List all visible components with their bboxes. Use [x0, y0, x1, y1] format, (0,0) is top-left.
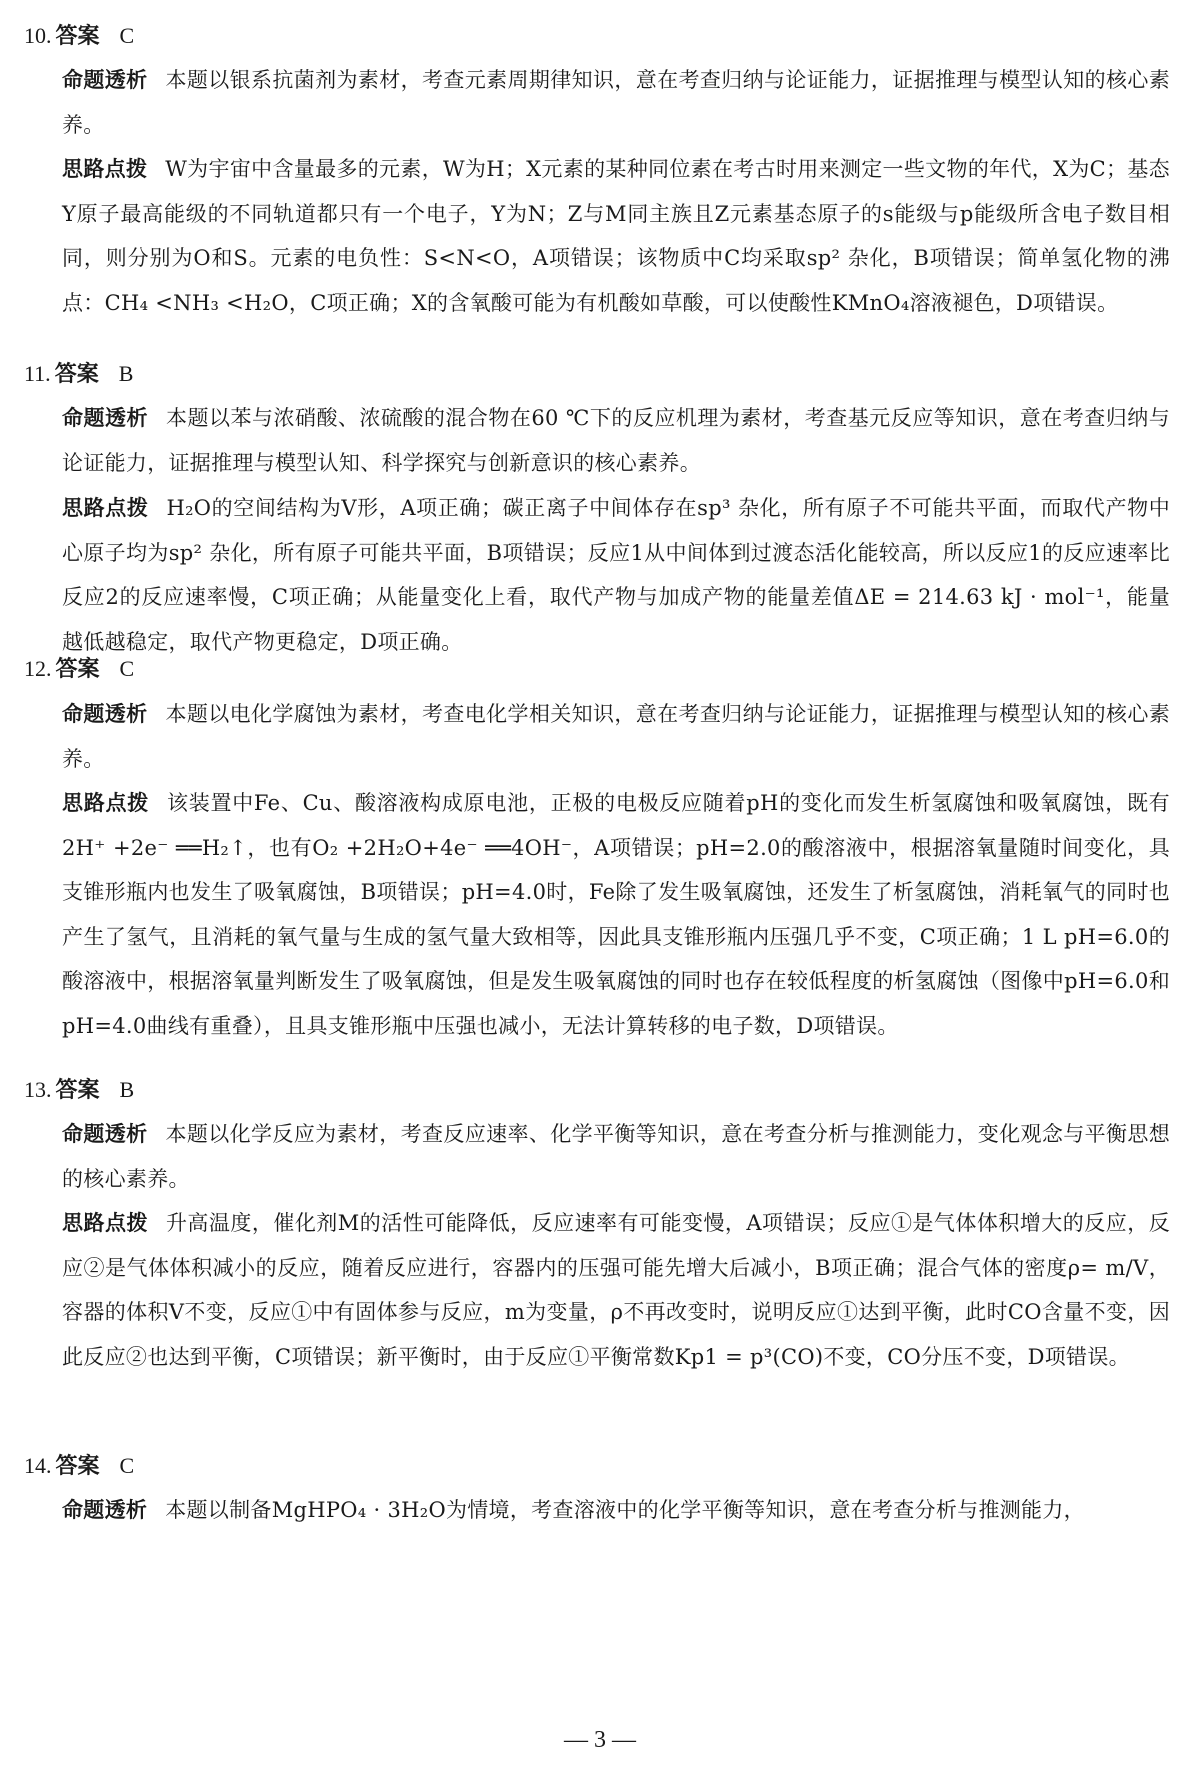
question-number: 12. — [24, 656, 52, 681]
analysis-label: 命题透析 — [62, 1122, 148, 1146]
hint-label: 思路点拨 — [62, 496, 149, 520]
answer-value: C — [119, 1453, 135, 1478]
hint-label: 思路点拨 — [62, 791, 149, 815]
analysis-label: 命题透析 — [62, 406, 148, 430]
hint-text: 该装置中Fe、Cu、酸溶液构成原电池，正极的电极反应随着pH的变化而发生析氢腐蚀和吸氧腐蚀，既有2H⁺ +2e⁻ ══H₂↑，也有O₂ +2H₂O+4e⁻ ══4OH⁻，A项错误；pH=2.0的酸溶液中，根据溶氧量随时间变化，具支锥形瓶内也发生了吸氧腐蚀，B项错误；pH=4.0时，Fe除了发生吸氧腐蚀，还发生了析氢腐蚀，消耗氧气的同时也产生了氢气，且消耗的氧气量与生成的氢气量大致相等，因此具支锥形瓶内压强几乎不变，C项正确；1 L pH=6.0的酸溶液中，根据溶氧量判断发生了吸氧腐蚀，但是发生吸氧腐蚀的同时也存在较低程度的析氢腐蚀（图像中pH=6.0和pH=4.0曲线有重叠），且具支锥形瓶中压强也减小，无法计算转移的电子数，D项错误。 — [62, 791, 1170, 1038]
hint-text: 升高温度，催化剂M的活性可能降低，反应速率有可能变慢，A项错误；反应①是气体体积增大的反应，反应②是气体体积减小的反应，随着反应进行，容器内的压强可能先增大后减小，B项正确；混合气体的密度ρ= m/V，容器的体积V不变，反应①中有固体参与反应，m为变量，ρ不再改变时，说明反应①达到平衡，此时CO含量不变，因此反应②也达到平衡，C项错误；新平衡时，由于反应①平衡常数Kp1 = p³(CO)不变，CO分压不变，D项错误。 — [62, 1211, 1171, 1369]
analysis-paragraph — [62, 1488, 1170, 1533]
analysis-text: 本题以电化学腐蚀为素材，考查电化学相关知识，意在考查归纳与论证能力，证据推理与模型认知的核心素养。 — [62, 702, 1170, 771]
analysis-text: 本题以苯与浓硝酸、浓硫酸的混合物在60 ℃下的反应机理为素材，考查基元反应等知识，意在考查归纳与论证能力，证据推理与模型认知、科学探究与创新意识的核心素养。 — [62, 406, 1170, 475]
question-header — [24, 360, 133, 389]
analysis-text: 本题以化学反应为素材，考查反应速率、化学平衡等知识，意在考查分析与推测能力，变化观念与平衡思想的核心素养。 — [62, 1122, 1170, 1191]
question-number: 14. — [24, 1453, 52, 1478]
answer-label: 答案 — [55, 24, 100, 49]
hint-label: 思路点拨 — [62, 1211, 148, 1235]
answer-value: B — [118, 361, 134, 386]
hint-text: W为宇宙中含量最多的元素，W为H；X元素的某种同位素在考古时用来测定一些文物的年代，X为C；基态Y原子最高能级的不同轨道都只有一个电子，Y为N；Z与M同主族且Z元素基态原子的s能级与p能级所含电子数目相同，则分别为O和S。元素的电负性：S<N<O，A项错误；该物质中C均采取sp² 杂化，B项错误；简单氢化物的沸点：CH₄ <NH₃ <H₂O，C项正确；X的含氧酸可能为有机酸如草酸，可以使酸性KMnO₄溶液褪色，D项错误。 — [62, 157, 1170, 315]
question-number: 10. — [24, 23, 52, 48]
analysis-label: 命题透析 — [62, 68, 148, 92]
analysis-paragraph — [62, 396, 1170, 485]
analysis-text: 本题以银系抗菌剂为素材，考查元素周期律知识，意在考查归纳与论证能力，证据推理与模型认知的核心素养。 — [62, 68, 1170, 137]
hint-paragraph — [62, 486, 1170, 664]
analysis-paragraph — [62, 1112, 1170, 1201]
hint-paragraph — [62, 1201, 1170, 1379]
question-number: 13. — [24, 1077, 52, 1102]
hint-paragraph — [62, 147, 1170, 325]
analysis-paragraph — [62, 58, 1170, 147]
page-number: — 3 — — [564, 1727, 636, 1753]
analysis-paragraph — [62, 692, 1170, 781]
question-header — [24, 655, 134, 684]
answer-label: 答案 — [55, 1454, 100, 1479]
question-header — [24, 1076, 134, 1105]
hint-paragraph — [62, 781, 1170, 1049]
answer-value: C — [119, 23, 135, 48]
analysis-text: 本题以制备MgHPO₄ · 3H₂O为情境，考查溶液中的化学平衡等知识，意在考查分析与推测能力， — [165, 1498, 1085, 1522]
answer-value: B — [119, 1077, 135, 1102]
hint-text: H₂O的空间结构为V形，A项正确；碳正离子中间体存在sp³ 杂化，所有原子不可能共平面，而取代产物中心原子均为sp² 杂化，所有原子可能共平面，B项错误；反应1从中间体到过渡态活化能较高，所以反应1的反应速率比反应2的反应速率慢，C项正确；从能量变化上看，取代产物与加成产物的能量差值ΔE = 214.63 kJ · mol⁻¹，能量越低越稳定，取代产物更稳定，D项正确。 — [62, 496, 1170, 654]
question-header — [24, 22, 134, 51]
question-number: 11. — [24, 361, 51, 386]
answer-value: C — [119, 656, 135, 681]
hint-label: 思路点拨 — [62, 157, 148, 181]
analysis-label: 命题透析 — [62, 702, 148, 726]
answer-label: 答案 — [55, 1078, 100, 1103]
analysis-label: 命题透析 — [62, 1498, 148, 1522]
answer-label: 答案 — [54, 362, 99, 387]
question-header — [24, 1452, 134, 1481]
answer-label: 答案 — [55, 657, 100, 682]
